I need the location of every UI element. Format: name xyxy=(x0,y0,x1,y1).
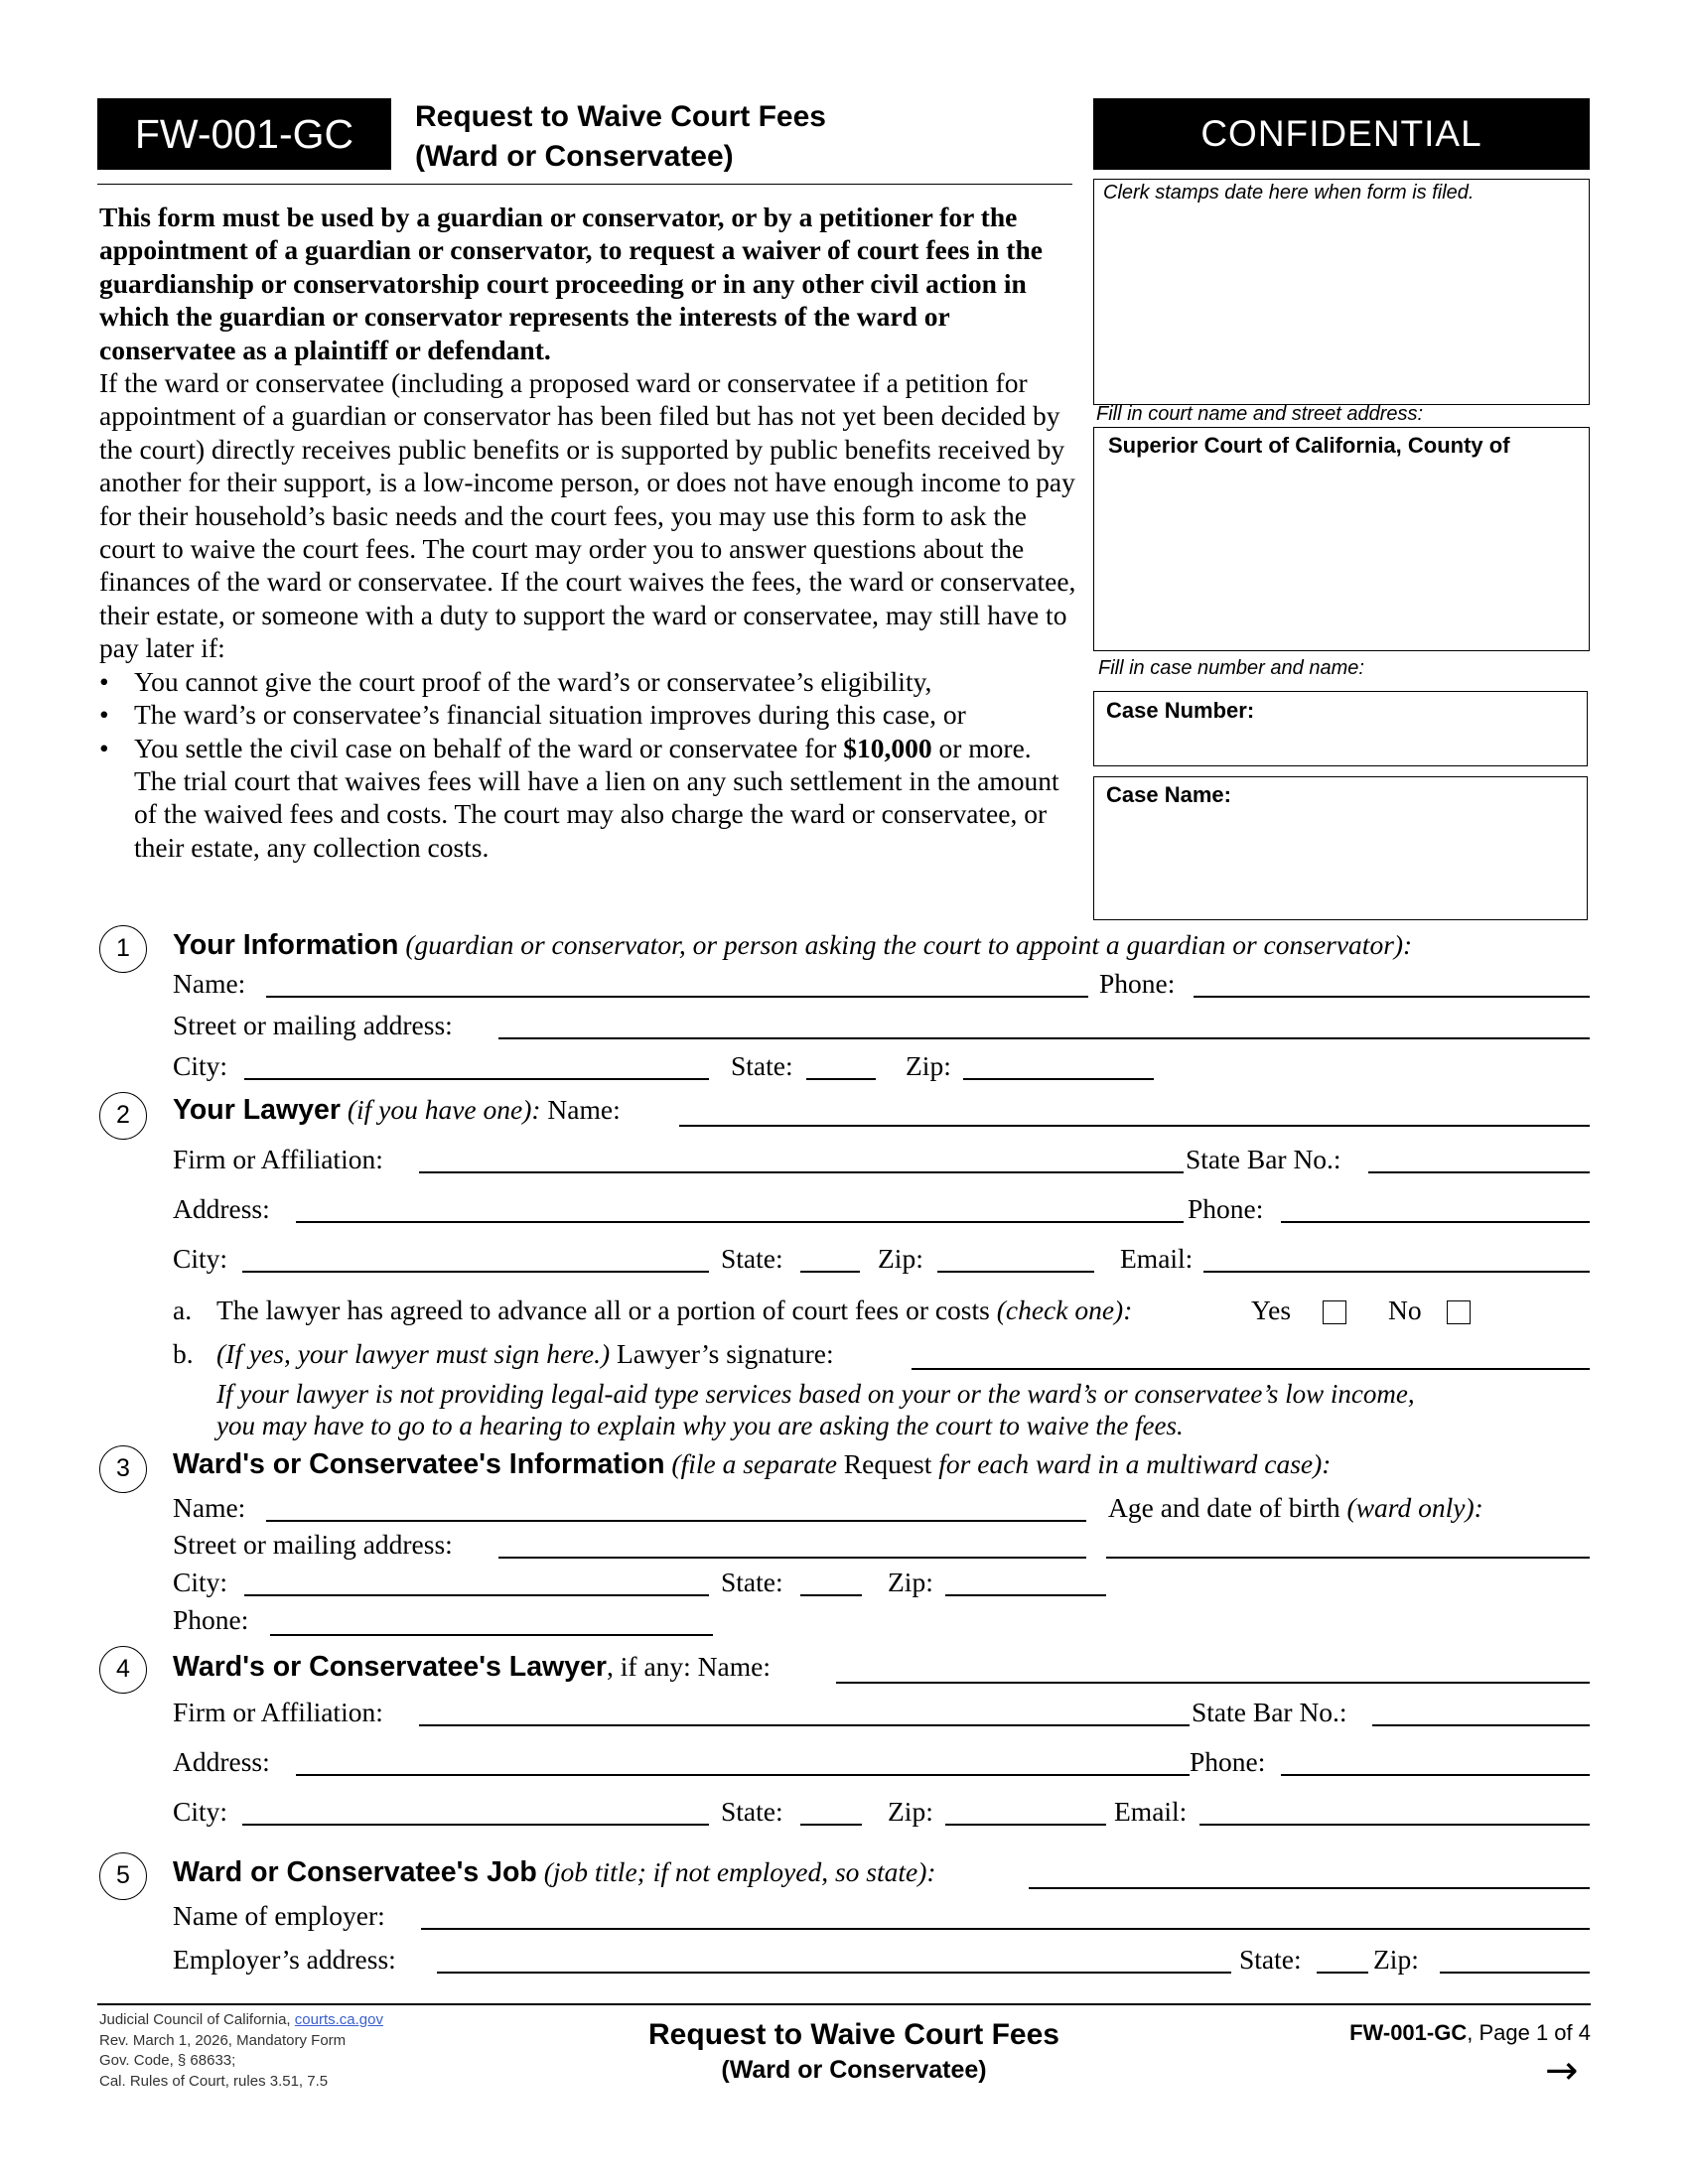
bullet-3-text-b: or more. The trial court that waives fees will have a lien on any such settlement in the amount of the waived fees and costs. The court may also charge the ward or conservatee, or their estate, any collection costs. xyxy=(134,732,1059,863)
s2-name-field[interactable] xyxy=(679,1125,1590,1127)
s3-city-label: City: xyxy=(173,1567,228,1597)
section-2-sub: (if you have one): xyxy=(347,1094,541,1125)
s3-name-label: Name: xyxy=(173,1492,246,1523)
section-3-sub-a: (file a separate xyxy=(671,1448,837,1479)
s5-state-field[interactable] xyxy=(1317,1972,1368,1974)
s2-firm-label: Firm or Affiliation: xyxy=(173,1144,383,1174)
s2-b-italic: (If yes, your lawyer must sign here.) xyxy=(216,1338,611,1369)
section-3-sub-b: Request xyxy=(843,1448,932,1479)
s2-yes-label: Yes xyxy=(1251,1295,1292,1325)
case-number-label: Case Number: xyxy=(1106,698,1255,723)
s2-name-label: Name: xyxy=(547,1094,621,1125)
next-page-arrow-icon[interactable]: → xyxy=(1545,2048,1579,2094)
footer-publisher: Judicial Council of California, xyxy=(99,2011,295,2028)
s2-b-text: Lawyer’s signature: xyxy=(617,1338,834,1369)
section-4-heading-row xyxy=(173,1651,771,1683)
s3-name-field[interactable] xyxy=(266,1520,1086,1522)
s4-zip-field[interactable] xyxy=(945,1824,1106,1826)
s2-b-row xyxy=(216,1338,834,1370)
s4-bar-field[interactable] xyxy=(1372,1724,1590,1726)
s2-b-letter: b. xyxy=(173,1338,194,1369)
s2-a-row xyxy=(216,1295,1132,1326)
form-title xyxy=(415,97,826,177)
case-name-box[interactable] xyxy=(1093,776,1588,920)
section-2-number: 2 xyxy=(99,1092,147,1140)
s2-bar-field[interactable] xyxy=(1368,1171,1590,1173)
s2-a-text: The lawyer has agreed to advance all or a portion of court fees or costs xyxy=(216,1295,990,1325)
s1-state-field[interactable] xyxy=(806,1078,876,1080)
case-box-label: Fill in case number and name: xyxy=(1098,657,1364,679)
s2-city-field[interactable] xyxy=(242,1271,709,1273)
bullet-1 xyxy=(99,665,1077,698)
s3-age-field[interactable] xyxy=(1106,1557,1590,1559)
s2-address-field[interactable] xyxy=(296,1221,1184,1223)
footer-line2: Rev. March 1, 2026, Mandatory Form xyxy=(99,2031,347,2049)
bullet-2-text: The ward’s or conservatee’s financial situation improves during this case, or xyxy=(134,699,966,731)
s2-state-field[interactable] xyxy=(800,1271,860,1273)
s3-phone-label: Phone: xyxy=(173,1604,249,1635)
bullet-1-text: You cannot give the court proof of the ward’s or conservatee’s eligibility, xyxy=(134,665,932,697)
s1-street-field[interactable] xyxy=(498,1037,1590,1039)
s5-state-label: State: xyxy=(1239,1944,1302,1975)
s4-address-field[interactable] xyxy=(296,1774,1190,1776)
footer-line4: Cal. Rules of Court, rules 3.51, 7.5 xyxy=(99,2072,329,2090)
s2-note-line1: If your lawyer is not providing legal-aid type services based on your or the ward’s or conservatee’s low income, xyxy=(216,1379,1415,1409)
confidential-banner: CONFIDENTIAL xyxy=(1093,98,1590,170)
header-divider xyxy=(97,184,1072,185)
section-2-heading: Your Lawyer xyxy=(173,1094,341,1126)
section-3-sub-c: for each ward in a multiward case): xyxy=(938,1448,1332,1479)
s2-city-label: City: xyxy=(173,1243,228,1274)
s4-name-field[interactable] xyxy=(836,1682,1590,1684)
section-3-number: 3 xyxy=(99,1445,147,1493)
s2-a-check: (check one): xyxy=(996,1295,1133,1325)
s3-zip-label: Zip: xyxy=(888,1567,933,1597)
s4-city-label: City: xyxy=(173,1796,228,1827)
s3-street-field[interactable] xyxy=(498,1557,1086,1559)
court-box-label: Fill in court name and street address: xyxy=(1096,403,1424,425)
clerk-stamp-label: Clerk stamps date here when form is filed. xyxy=(1103,182,1475,204)
section-5-heading: Ward or Conservatee's Job xyxy=(173,1856,537,1888)
s4-email-label: Email: xyxy=(1114,1796,1188,1827)
bullet-2 xyxy=(99,698,1077,731)
s2-phone-label: Phone: xyxy=(1188,1193,1264,1224)
footer-citation xyxy=(99,2010,383,2092)
footer-title-line1: Request to Waive Court Fees xyxy=(648,2018,1059,2051)
s2-a-letter: a. xyxy=(173,1295,193,1325)
s4-city-field[interactable] xyxy=(242,1824,709,1826)
s3-age-label: Age and date of birth xyxy=(1108,1492,1340,1523)
s2-zip-field[interactable] xyxy=(937,1271,1094,1273)
s5-zip-field[interactable] xyxy=(1440,1972,1590,1974)
s2-no-checkbox[interactable] xyxy=(1447,1300,1471,1324)
s4-firm-field[interactable] xyxy=(419,1724,1190,1726)
section-4-sub: , if any: Name: xyxy=(607,1651,771,1682)
s5-zip-label: Zip: xyxy=(1373,1944,1419,1975)
s4-email-field[interactable] xyxy=(1199,1824,1590,1826)
s2-state-label: State: xyxy=(721,1243,783,1274)
form-id-badge: FW-001-GC xyxy=(97,98,391,170)
section-1-heading-row xyxy=(173,929,1412,961)
s5-emp-address-label: Employer’s address: xyxy=(173,1944,396,1975)
s2-phone-field[interactable] xyxy=(1281,1221,1590,1223)
form-title-line1: Request to Waive Court Fees xyxy=(415,100,826,133)
s3-state-label: State: xyxy=(721,1567,783,1597)
s5-employer-field[interactable] xyxy=(421,1928,1590,1930)
section-3-heading-row xyxy=(173,1448,1331,1480)
intro-body: If the ward or conservatee (including a proposed ward or conservatee if a petition for appointment of a guardian or conservator has been filed but has not yet been decided by the court) directly receives public benefits or is supported by public benefits received by another for their support, is a low-income person, or does not have enough income to pay for their household’s basic needs and the court fees, you may use this form to ask the court to waive the court fees. The court may order you to answer questions about the finances of the ward or conservatee. If the court waives the fees, the ward or conservatee, their estate, or someone with a duty to support the ward or conservatee, may still have to pay later if: xyxy=(99,367,1076,664)
footer-link[interactable]: courts.ca.gov xyxy=(294,2011,383,2028)
section-4-heading: Ward's or Conservatee's Lawyer xyxy=(173,1651,608,1683)
footer-title xyxy=(596,2016,1112,2086)
s5-employer-label: Name of employer: xyxy=(173,1900,385,1931)
form-title-line2: (Ward or Conservatee) xyxy=(415,140,734,173)
s2-zip-label: Zip: xyxy=(878,1243,923,1274)
court-name-box[interactable] xyxy=(1093,427,1590,651)
s1-phone-label: Phone: xyxy=(1099,968,1176,999)
s2-bar-label: State Bar No.: xyxy=(1186,1144,1341,1174)
section-5-number: 5 xyxy=(99,1852,147,1900)
s1-state-label: State: xyxy=(731,1050,793,1081)
s2-yes-checkbox[interactable] xyxy=(1323,1300,1346,1324)
section-4-number: 4 xyxy=(99,1646,147,1694)
s4-firm-label: Firm or Affiliation: xyxy=(173,1697,383,1727)
s4-state-field[interactable] xyxy=(800,1824,862,1826)
footer-line3: Gov. Code, § 68633; xyxy=(99,2052,236,2069)
s2-email-field[interactable] xyxy=(1203,1271,1590,1273)
s1-name-label: Name: xyxy=(173,968,246,999)
section-5-sub: (job title; if not employed, so state): xyxy=(543,1856,936,1887)
section-5-heading-row xyxy=(173,1856,936,1888)
section-1-heading: Your Information xyxy=(173,929,399,961)
s1-name-field[interactable] xyxy=(266,996,1088,998)
bullet-3 xyxy=(99,732,1077,865)
s5-job-field[interactable] xyxy=(1029,1887,1590,1889)
s1-city-field[interactable] xyxy=(244,1078,709,1080)
case-name-label: Case Name: xyxy=(1106,782,1231,807)
bullet-3-amount: $10,000 xyxy=(843,732,932,763)
s3-city-field[interactable] xyxy=(244,1594,709,1596)
s4-phone-field[interactable] xyxy=(1281,1774,1590,1776)
section-2-heading-row xyxy=(173,1094,621,1126)
s4-address-label: Address: xyxy=(173,1746,270,1777)
section-1-number: 1 xyxy=(99,925,147,973)
s3-state-field[interactable] xyxy=(800,1594,862,1596)
s4-bar-label: State Bar No.: xyxy=(1192,1697,1347,1727)
s1-city-label: City: xyxy=(173,1050,228,1081)
footer-title-line2: (Ward or Conservatee) xyxy=(721,2056,987,2084)
s1-zip-field[interactable] xyxy=(963,1078,1154,1080)
footer-form-id: FW-001-GC xyxy=(1349,2020,1468,2045)
s4-state-label: State: xyxy=(721,1796,783,1827)
s1-phone-field[interactable] xyxy=(1194,996,1590,998)
s3-street-label: Street or mailing address: xyxy=(173,1529,453,1560)
s3-zip-field[interactable] xyxy=(945,1594,1106,1596)
footer-page-number: , Page 1 of 4 xyxy=(1467,2020,1591,2045)
s1-zip-label: Zip: xyxy=(906,1050,951,1081)
s2-signature-field[interactable] xyxy=(912,1368,1590,1370)
clerk-stamp-box[interactable] xyxy=(1093,179,1590,405)
s3-age-sub: (ward only): xyxy=(1346,1492,1483,1523)
court-name-text: Superior Court of California, County of xyxy=(1108,433,1510,458)
s2-address-label: Address: xyxy=(173,1193,270,1224)
footer-divider xyxy=(97,2003,1591,2005)
s4-phone-label: Phone: xyxy=(1190,1746,1266,1777)
section-1-sub: (guardian or conservator, or person asking the court to appoint a guardian or conservator): xyxy=(405,929,1413,960)
case-number-box[interactable] xyxy=(1093,691,1588,766)
intro-bold: This form must be used by a guardian or conservator, or by a petitioner for the appointment of a guardian or conservator, to request a waiver of court fees in the guardianship or conservatorship court proceeding or in any other civil action in which the guardian or conservator represents the interests of the ward or conservatee as a plaintiff or defendant. xyxy=(99,202,1043,365)
s4-zip-label: Zip: xyxy=(888,1796,933,1827)
s2-firm-field[interactable] xyxy=(419,1171,1184,1173)
s2-email-label: Email: xyxy=(1120,1243,1194,1274)
intro-text xyxy=(99,201,1077,864)
s2-no-label: No xyxy=(1388,1295,1422,1325)
s1-street-label: Street or mailing address: xyxy=(173,1010,453,1040)
s2-note-line2: you may have to go to a hearing to explain why you are asking the court to waive the fees. xyxy=(216,1411,1184,1440)
footer-page-info xyxy=(1271,2020,1591,2046)
bullet-3-text-a: You settle the civil case on behalf of the ward or conservatee for xyxy=(134,732,844,763)
section-3-heading: Ward's or Conservatee's Information xyxy=(173,1448,665,1480)
s3-phone-field[interactable] xyxy=(270,1634,713,1636)
s5-emp-address-field[interactable] xyxy=(437,1972,1231,1974)
footer-line1 xyxy=(99,2010,383,2031)
s3-age-row xyxy=(1108,1492,1483,1524)
